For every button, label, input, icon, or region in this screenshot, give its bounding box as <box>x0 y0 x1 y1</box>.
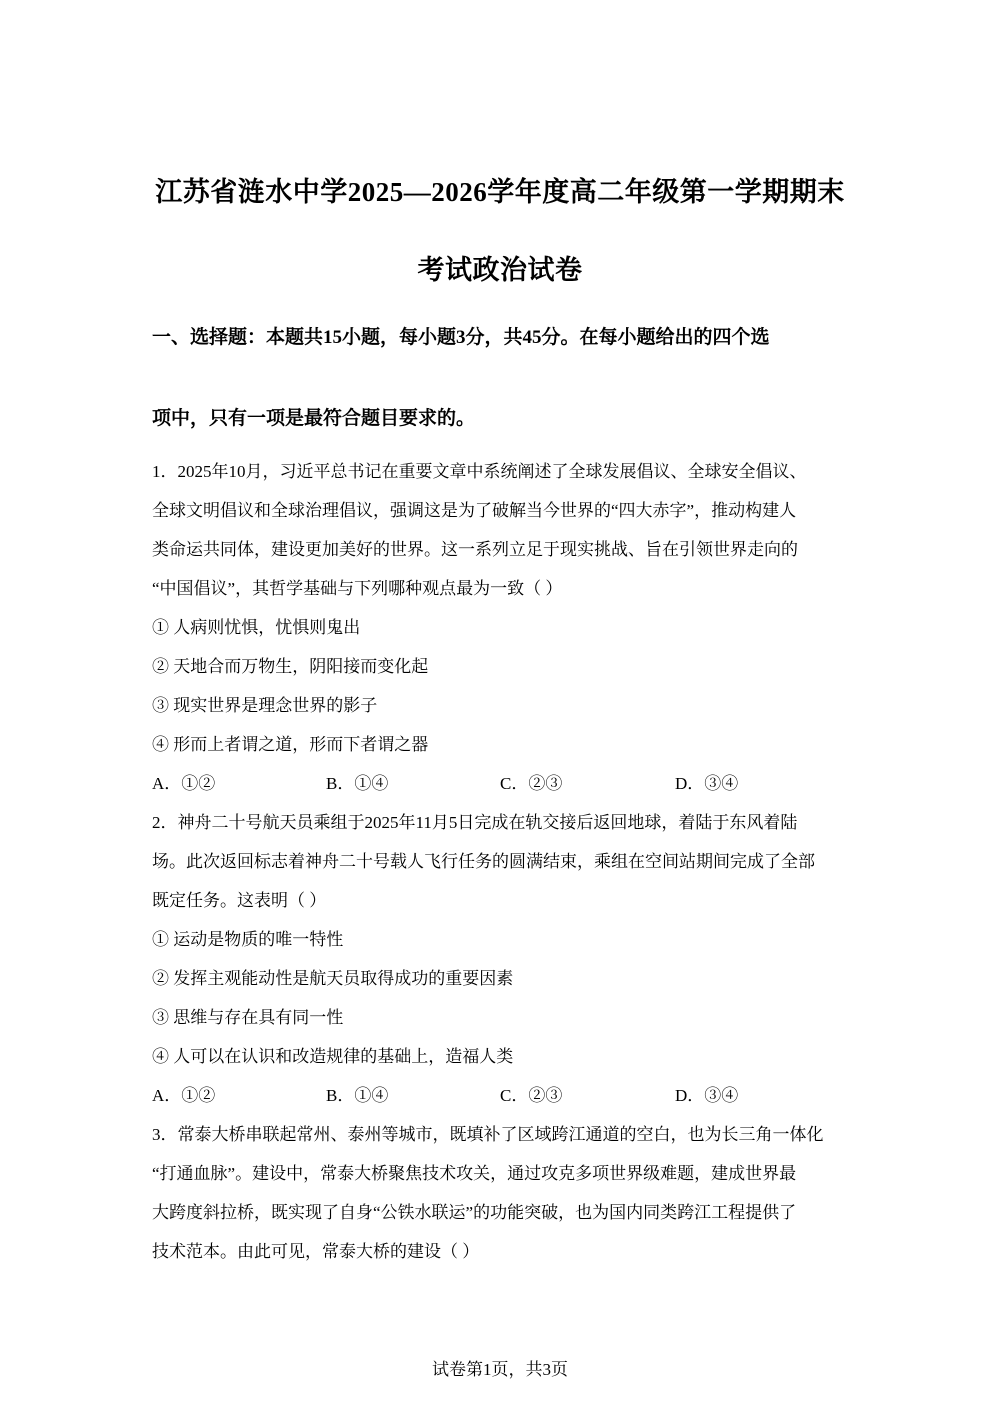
option-d[interactable]: D．③④ <box>675 1086 739 1105</box>
statement-item: ① 人病则忧惧，忧惧则鬼出 <box>152 618 361 637</box>
question-stem-line: 场。此次返回标志着神舟二十号载人飞行任务的圆满结束，乘组在空间站期间完成了全部 <box>152 852 815 871</box>
statement-item: ③ 现实世界是理念世界的影子 <box>152 696 378 715</box>
section-heading-line-1: 一、选择题：本题共15小题，每小题3分，共45分。在每小题给出的四个选 <box>152 327 770 348</box>
answer-options <box>152 769 852 793</box>
option-a[interactable]: A．①② <box>152 774 216 793</box>
exam-title-line-2: 考试政治试卷 <box>417 255 583 285</box>
question-stem-line: 3．常泰大桥串联起常州、泰州等城市，既填补了区域跨江通道的空白，也为长三角一体化 <box>152 1125 824 1144</box>
question-stem-line: 全球文明倡议和全球治理倡议，强调这是为了破解当今世界的“四大赤字”，推动构建人 <box>152 501 797 520</box>
statement-item: ② 天地合而万物生，阴阳接而变化起 <box>152 657 429 676</box>
option-b[interactable]: B．①④ <box>326 774 389 793</box>
question-stem-line: “打通血脉”。建设中，常泰大桥聚焦技术攻关，通过攻克多项世界级难题，建成世界最 <box>152 1164 797 1183</box>
statement-item: ① 运动是物质的唯一特性 <box>152 930 344 949</box>
question-stem-line: 既定任务。这表明（ ） <box>152 891 327 910</box>
option-c[interactable]: C．②③ <box>500 1086 563 1105</box>
section-heading-line-2: 项中，只有一项是最符合题目要求的。 <box>152 408 476 429</box>
question-stem-line: 大跨度斜拉桥，既实现了自身“公铁水联运”的功能突破，也为国内同类跨江工程提供了 <box>152 1203 797 1222</box>
question-stem-line: 1．2025年10月，习近平总书记在重要文章中系统阐述了全球发展倡议、全球安全倡议、 <box>152 462 807 481</box>
option-a[interactable]: A．①② <box>152 1086 216 1105</box>
statement-item: ② 发挥主观能动性是航天员取得成功的重要因素 <box>152 969 514 988</box>
question-stem-line: 2．神舟二十号航天员乘组于2025年11月5日完成在轨交接后返回地球，着陆于东风着陆 <box>152 813 798 832</box>
statement-item: ④ 形而上者谓之道，形而下者谓之器 <box>152 735 429 754</box>
exam-title-line-1: 江苏省涟水中学2025—2026学年度高二年级第一学期期末 <box>155 177 845 207</box>
answer-options <box>152 1081 852 1105</box>
option-b[interactable]: B．①④ <box>326 1086 389 1105</box>
statement-item: ④ 人可以在认识和改造规律的基础上，造福人类 <box>152 1047 514 1066</box>
question-stem-line: 类命运共同体，建设更加美好的世界。这一系列立足于现实挑战、旨在引领世界走向的 <box>152 540 798 559</box>
page-footer: 试卷第1页，共3页 <box>432 1360 568 1379</box>
statement-item: ③ 思维与存在具有同一性 <box>152 1008 344 1027</box>
option-d[interactable]: D．③④ <box>675 774 739 793</box>
option-c[interactable]: C．②③ <box>500 774 563 793</box>
question-stem-line: “中国倡议”，其哲学基础与下列哪种观点最为一致（ ） <box>152 579 563 598</box>
question-stem-line: 技术范本。由此可见，常泰大桥的建设（ ） <box>152 1242 480 1261</box>
